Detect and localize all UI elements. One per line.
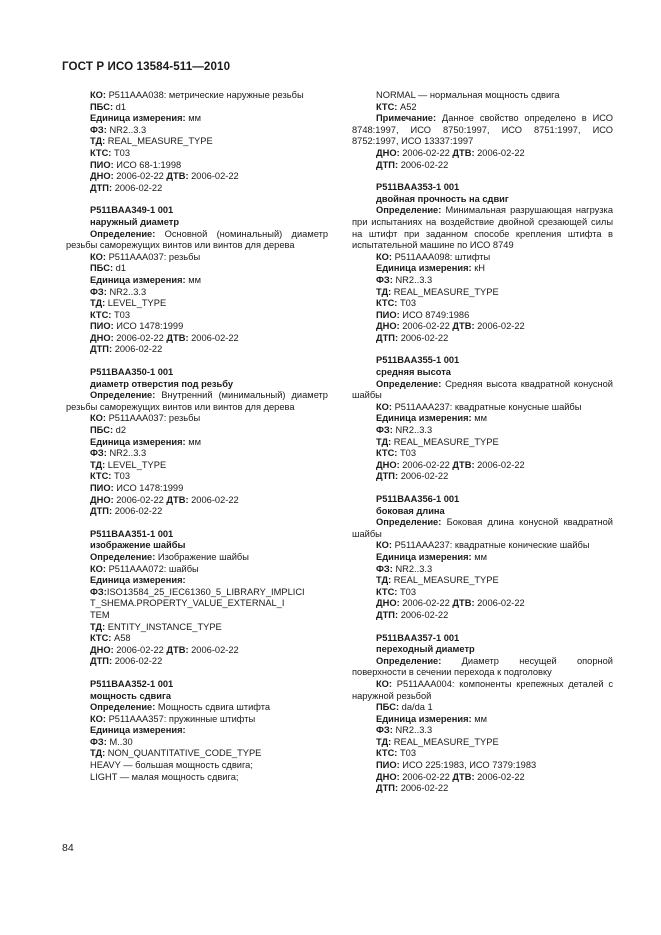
dtp-line: ДТП: 2006-02-22	[376, 609, 449, 620]
entry-350	[66, 367, 328, 518]
ko-line: КО: P511AAA237: квадратные конические шайбы	[376, 540, 590, 551]
dtp-line: ДТП: 2006-02-22	[376, 471, 449, 482]
dno-line: ДНО: 2006-02-22 ДТВ: 2006-02-22	[90, 644, 239, 655]
definition: Определение: Мощность сдвига штифта	[90, 702, 271, 713]
entry-name: диаметр отверстия под резьбу	[90, 378, 234, 389]
right-column	[352, 90, 613, 795]
entry-name: наружный диаметр	[90, 216, 180, 227]
entry-code: P511BAA356-1 001	[376, 494, 460, 504]
pio-line: ПИО: ИСО 1478:1999	[90, 321, 184, 332]
entry-352	[66, 679, 328, 783]
entry-name: изображение шайбы	[90, 540, 186, 551]
entry-code: P511BAA350-1 001	[90, 367, 174, 378]
td-line: ТД: ENTITY_INSTANCE_TYPE	[90, 621, 222, 632]
heavy-line: HEAVY — большая мощность сдвига;	[90, 760, 253, 771]
document-header: ГОСТ Р ИСО 13584-511—2010	[62, 60, 231, 73]
kts-line: КТС: T03	[90, 309, 131, 320]
entry-349	[66, 205, 328, 356]
entry-357	[352, 633, 613, 795]
ko-line: КО: P511AAA072: шайбы	[90, 563, 199, 574]
ko-line: КО: P511AAA037: резьбы	[90, 251, 201, 262]
dno-line: ДНО: 2006-02-22 ДТВ: 2006-02-22	[376, 147, 525, 158]
entry-intro	[66, 90, 328, 194]
definition: Определение: Боковая длина конусной квадратной шайбы	[352, 517, 613, 539]
pbs-line: ПБС: d2	[90, 425, 126, 436]
entry-352-continued	[352, 90, 613, 171]
ko-line: КО: P511AAA237: квадратные конусные шайбы	[376, 401, 582, 412]
left-column	[66, 90, 328, 783]
fz-line: ФЗ:ISO13584_25_IEC61360_5_LIBRARY_IMPLICI	[90, 586, 305, 597]
kts-line: КТС: T03	[90, 147, 131, 158]
kts-line: КТС: T03	[90, 471, 131, 482]
kts-line: КТС: T03	[376, 748, 417, 759]
pbs-line: ПБС: d1	[90, 263, 126, 274]
td-line: ТД: REAL_MEASURE_TYPE	[376, 736, 499, 747]
dno-line: ДНО: 2006-02-22 ДТВ: 2006-02-22	[376, 321, 525, 332]
definition: Определение: Минимальная разрушающая нагрузка при испытаниях на воздействие двойной срезающей силы на штифт при заданном способе крепления штифта в испытательной машине по ИСО 8749	[352, 205, 613, 251]
fz-line: ФЗ: NR2..3.3	[90, 448, 147, 459]
ko-line: КО: P511AAA098: штифты	[376, 251, 491, 262]
dtp-line: ДТП: 2006-02-22	[90, 506, 163, 517]
dtp-line: ДТП: 2006-02-22	[90, 656, 163, 667]
unit-line: Единица измерения:	[90, 575, 186, 586]
dtp-line: ДТП: 2006-02-22	[376, 783, 449, 794]
dno-line: ДНО: 2006-02-22 ДТВ: 2006-02-22	[90, 332, 239, 343]
dno-line: ДНО: 2006-02-22 ДТВ: 2006-02-22	[376, 459, 525, 470]
fz-line: ФЗ: NR2..3.3	[90, 286, 147, 297]
unit-line: Единица измерения: мм	[90, 274, 201, 285]
unit-line: Единица измерения: кН	[376, 263, 485, 274]
unit-line: Единица измерения:	[90, 725, 186, 736]
fz-line: ФЗ: NR2..3.3	[376, 725, 433, 736]
fz-line: ФЗ: NR2..3.3	[376, 425, 433, 436]
definition: Определение: Основной (номинальный) диаметр резьбы саморежущих винтов или винтов для дерева	[66, 228, 328, 251]
entry-name: средняя высота	[376, 367, 451, 378]
entry-name: мощность сдвига	[90, 690, 172, 701]
td-line: ТД: REAL_MEASURE_TYPE	[90, 136, 213, 147]
entry-name: двойная прочность на сдвиг	[376, 193, 509, 204]
dno-line: ДНО: 2006-02-22 ДТВ: 2006-02-22	[376, 771, 525, 782]
definition: Определение: Средняя высота квадратной конусной шайбы	[352, 378, 613, 401]
fz-line: ФЗ: NR2..3.3	[376, 563, 433, 574]
dtp-line: ДТП: 2006-02-22	[90, 182, 163, 193]
td-line: ТД: LEVEL_TYPE	[90, 298, 167, 309]
dtp-line: ДТП: 2006-02-22	[376, 332, 449, 343]
definition: Определение: Изображение шайбы	[90, 551, 249, 562]
unit-line: Единица измерения: мм	[376, 713, 487, 724]
pbs-line: ПБС: d1	[90, 101, 126, 112]
definition: Определение: Диаметр несущей опорной поверхности в сечении перехода к подголовку	[352, 655, 613, 678]
ko-line: КО: P511AAA357: пружинные штифты	[90, 713, 256, 724]
definition: Определение: Внутренний (минимальный) диаметр резьбы саморежущих винтов или винтов для дерева	[66, 390, 328, 412]
unit-line: Единица измерения: мм	[376, 551, 487, 562]
entry-code: P511BAA357-1 001	[376, 632, 460, 643]
ko-line: КО: P511AAA038: метрические наружные резьбы	[90, 90, 304, 100]
entry-353	[352, 182, 613, 344]
dno-line: ДНО: 2006-02-22 ДТВ: 2006-02-22	[90, 171, 239, 182]
kts-line: КТС: A52	[376, 101, 417, 112]
dtp-line: ДТП: 2006-02-22	[90, 344, 163, 355]
entry-name: боковая длина	[376, 505, 445, 516]
unit-line: Единица измерения: мм	[376, 413, 487, 424]
pio-line: ПИО: ИСО 68-1:1998	[90, 159, 182, 170]
td-line: ТД: REAL_MEASURE_TYPE	[376, 436, 499, 447]
fz-line: ФЗ: NR2..3.3	[90, 124, 147, 135]
pbs-line: ПБС: da/da 1	[376, 702, 433, 713]
fz-line-3: TEM	[90, 609, 110, 620]
ko-line: КО: P511AAA037: резьбы	[90, 413, 201, 424]
dno-line: ДНО: 2006-02-22 ДТВ: 2006-02-22	[90, 494, 239, 505]
kts-line: КТС: T03	[376, 448, 417, 459]
note: Примечание: Данное свойство определено в ИСО 8748:1997, ИСО 8750:1997, ИСО 8751:1997, ИСО 8752:1997, ИСО 13337:1997	[352, 113, 613, 147]
pio-line: ПИО: ИСО 1478:1999	[90, 483, 184, 493]
page-number: 84	[62, 842, 74, 854]
entry-code: P511BAA351-1 001	[90, 528, 174, 539]
td-line: ТД: REAL_MEASURE_TYPE	[376, 575, 499, 586]
entry-code: P511BAA352-1 001	[90, 678, 174, 689]
ko-line: КО: P511AAA004: компоненты крепежных деталей с наружной резьбой	[352, 678, 613, 701]
entry-name: переходный диаметр	[376, 644, 475, 655]
dno-line: ДНО: 2006-02-22 ДТВ: 2006-02-22	[376, 598, 525, 609]
td-line: ТД: REAL_MEASURE_TYPE	[376, 286, 499, 297]
entry-356	[352, 494, 613, 622]
light-line: LIGHT — малая мощность сдвига;	[90, 771, 239, 782]
kts-line: КТС: T03	[376, 298, 417, 309]
pio-line: ПИО: ИСО 8749:1986	[376, 309, 470, 320]
entry-355	[352, 355, 613, 483]
td-line: ТД: NON_QUANTITATIVE_CODE_TYPE	[90, 748, 262, 759]
entry-code: P511BAA353-1 001	[376, 182, 460, 193]
entry-code: P511BAA349-1 001	[90, 205, 174, 216]
fz-line-2: T_SHEMA.PROPERTY_VALUE_EXTERNAL_I	[90, 598, 285, 609]
pio-line: ПИО: ИСО 225:1983, ИСО 7379:1983	[376, 760, 537, 771]
unit-line: Единица измерения: мм	[90, 436, 201, 447]
fz-line: ФЗ: M..30	[90, 736, 133, 747]
unit-line: Единица измерения: мм	[90, 113, 201, 124]
normal-line: NORMAL — нормальная мощность сдвига	[376, 90, 560, 100]
entry-351	[66, 529, 328, 668]
entry-code: P511BAA355-1 001	[376, 355, 460, 366]
kts-line: КТС: T03	[376, 586, 417, 597]
kts-line: КТС: A58	[90, 633, 131, 644]
td-line: ТД: LEVEL_TYPE	[90, 459, 167, 470]
dtp-line: ДТП: 2006-02-22	[376, 159, 449, 170]
fz-line: ФЗ: NR2..3.3	[376, 274, 433, 285]
